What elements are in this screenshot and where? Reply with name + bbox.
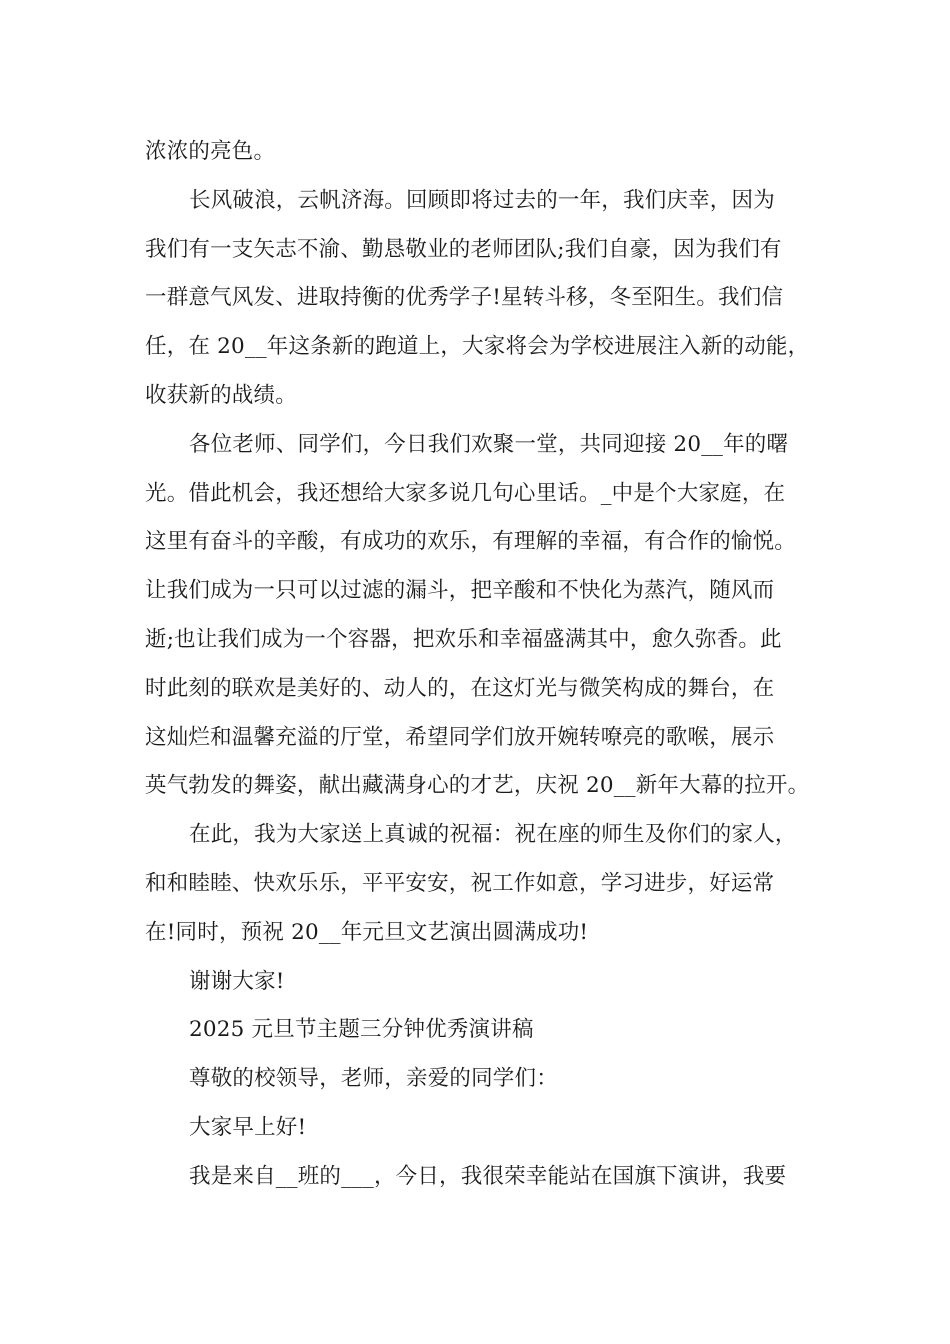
text-line: 长风破浪，云帆济海。回顾即将过去的一年，我们庆幸，因为 bbox=[189, 187, 775, 213]
text-line: 英气勃发的舞姿，献出藏满身心的才艺，庆祝 20__新年大幕的拉开。 bbox=[145, 773, 810, 799]
text-line: 各位老师、同学们，今日我们欢聚一堂，共同迎接 20__年的曙 bbox=[189, 431, 789, 457]
text-line: 在此，我为大家送上真诚的祝福：祝在座的师生及你们的家人， bbox=[189, 822, 797, 848]
text-line: 尊敬的校领导，老师，亲爱的同学们： bbox=[189, 1066, 558, 1092]
text-line: 收获新的战绩。 bbox=[145, 382, 297, 408]
text-line: 谢谢大家! bbox=[189, 968, 285, 994]
text-line: 逝;也让我们成为一个容器，把欢乐和幸福盛满其中，愈久弥香。此 bbox=[145, 626, 782, 652]
document-body bbox=[145, 128, 810, 1202]
text-line: 光。借此机会，我还想给大家多说几句心里话。_中是个大家庭，在 bbox=[145, 480, 786, 506]
text-line: 和和睦睦、快欢乐乐，平平安安，祝工作如意，学习进步，好运常 bbox=[145, 870, 775, 896]
text-line: 这里有奋斗的辛酸，有成功的欢乐，有理解的幸福，有合作的愉悦。 bbox=[145, 529, 797, 555]
text-line: 浓浓的亮色。 bbox=[145, 139, 276, 164]
text-line: 这灿烂和温馨充溢的厅堂，希望同学们放开婉转嘹亮的歌喉，展示 bbox=[145, 724, 775, 750]
text-line: 大家早上好! bbox=[189, 1114, 307, 1140]
text-line: 在!同时，预祝 20__年元旦文艺演出圆满成功! bbox=[145, 919, 589, 945]
text-line: 一群意气风发、进取持衡的优秀学子!星转斗移，冬至阳生。我们信 bbox=[145, 285, 784, 311]
text-line: 我是来自__班的___，今日，我很荣幸能站在国旗下演讲，我要 bbox=[189, 1163, 787, 1189]
text-line: 让我们成为一只可以过滤的漏斗，把辛酸和不快化为蒸汽，随风而 bbox=[145, 578, 775, 604]
text-line: 2025 元旦节主题三分钟优秀演讲稿 bbox=[189, 1017, 534, 1043]
text-line: 时此刻的联欢是美好的、动人的，在这灯光与微笑构成的舞台，在 bbox=[145, 675, 775, 701]
text-line: 我们有一支矢志不渝、勤恳敬业的老师团队;我们自豪，因为我们有 bbox=[145, 236, 782, 262]
text-line: 任，在 20__年这条新的跑道上，大家将会为学校进展注入新的动能， bbox=[145, 334, 810, 360]
